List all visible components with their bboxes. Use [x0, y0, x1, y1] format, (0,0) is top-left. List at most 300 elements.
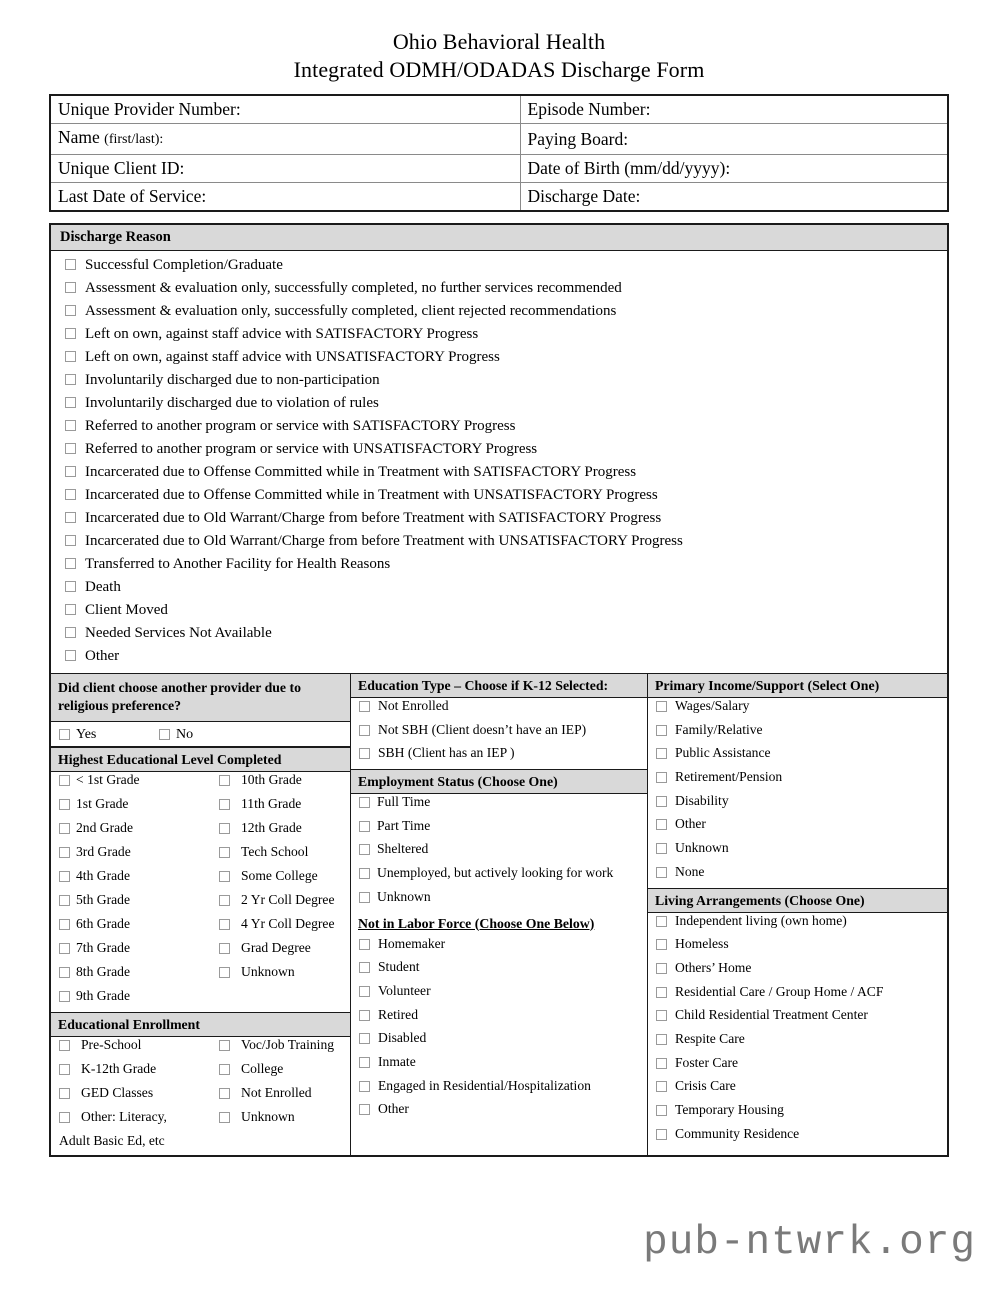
- checkbox-icon[interactable]: [656, 748, 667, 759]
- option-label: Sheltered: [377, 841, 429, 857]
- checkbox-icon[interactable]: [656, 1105, 667, 1116]
- checkbox-icon[interactable]: [219, 967, 230, 978]
- checkbox-icon[interactable]: [59, 943, 70, 954]
- checkbox-option-income[interactable]: [648, 745, 947, 769]
- watermark-text: pub-ntwrk.org: [643, 1220, 976, 1266]
- option-label: Homemaker: [378, 935, 446, 951]
- checkbox-option-employment[interactable]: [351, 818, 647, 842]
- checkbox-option-labor-force[interactable]: [351, 1030, 647, 1054]
- option-label: Left on own, against staff advice with SATISFACTORY Progress: [85, 326, 479, 342]
- option-label: Transferred to Another Facility for Health Reasons: [85, 556, 391, 572]
- option-pair-row: [51, 1109, 350, 1133]
- checkbox-icon[interactable]: [65, 650, 76, 661]
- checkbox-option-living[interactable]: [648, 1055, 947, 1079]
- checkbox-icon[interactable]: [656, 939, 667, 950]
- checkbox-icon[interactable]: [359, 1081, 370, 1092]
- section-header-not-in-labor-force: Not in Labor Force (Choose One Below): [351, 913, 647, 936]
- table-row: [50, 95, 948, 124]
- checkbox-icon[interactable]: [65, 328, 76, 339]
- option-label: Needed Services Not Available: [85, 625, 272, 641]
- checkbox-option-enrollment[interactable]: [219, 1085, 312, 1109]
- option-label: Unknown: [241, 964, 295, 979]
- checkbox-icon[interactable]: [359, 1033, 370, 1044]
- checkbox-icon[interactable]: [359, 962, 370, 973]
- checkbox-option-labor-force[interactable]: [351, 1078, 647, 1102]
- checkbox-option-education[interactable]: [59, 964, 219, 988]
- option-label: Foster Care: [675, 1054, 739, 1070]
- checkbox-option-discharge-reason[interactable]: [51, 416, 947, 439]
- option-label: Not Enrolled: [241, 1085, 312, 1100]
- option-label: GED Classes: [81, 1085, 154, 1100]
- highest-education-options: [51, 772, 350, 1012]
- checkbox-option-enrollment-other[interactable]: [59, 1109, 219, 1133]
- option-label: Left on own, against staff advice with UNSATISFACTORY Progress: [85, 349, 500, 365]
- option-label: Yes: [76, 727, 97, 742]
- option-pair-row: [51, 988, 350, 1012]
- option-label: < 1st Grade: [76, 772, 140, 787]
- checkbox-option-income[interactable]: [648, 816, 947, 840]
- field-label: Date of Birth (mm/dd/yyyy):: [527, 158, 731, 178]
- checkbox-option-education[interactable]: [59, 988, 219, 1012]
- option-label: Death: [85, 579, 121, 595]
- checkbox-icon[interactable]: [219, 895, 230, 906]
- checkbox-option-education[interactable]: [219, 964, 295, 988]
- option-label: Public Assistance: [675, 745, 771, 761]
- option-label: Residential Care / Group Home / ACF: [675, 983, 884, 999]
- option-label: Crisis Care: [675, 1078, 736, 1094]
- checkbox-option-living[interactable]: [648, 1126, 947, 1150]
- section-header-education-type: Education Type – Choose if K-12 Selected:: [351, 674, 647, 698]
- checkbox-option-discharge-reason[interactable]: [51, 531, 947, 554]
- checkbox-option-education[interactable]: [59, 796, 219, 820]
- checkbox-icon[interactable]: [65, 351, 76, 362]
- checkbox-icon[interactable]: [359, 1010, 370, 1021]
- field-episode-number[interactable]: [520, 95, 948, 124]
- checkbox-icon[interactable]: [59, 1088, 70, 1099]
- option-label: Not SBH (Client doesn’t have an IEP): [378, 721, 587, 737]
- option-label: Child Residential Treatment Center: [675, 1007, 868, 1023]
- option-label: 7th Grade: [76, 940, 130, 955]
- table-row: [50, 155, 948, 183]
- option-label: Disability: [675, 792, 729, 808]
- checkbox-option-living[interactable]: [648, 1102, 947, 1126]
- checkbox-icon[interactable]: [219, 1064, 230, 1075]
- checkbox-option-education[interactable]: [59, 892, 219, 916]
- checkbox-option-labor-force[interactable]: [351, 1007, 647, 1031]
- option-label: 2nd Grade: [76, 820, 133, 835]
- option-label: Not Enrolled: [378, 698, 449, 713]
- checkbox-icon[interactable]: [219, 919, 230, 930]
- checkbox-option-enrollment[interactable]: [59, 1037, 219, 1061]
- checkbox-option-education[interactable]: [59, 772, 219, 796]
- option-label: Full Time: [377, 794, 431, 810]
- option-label: 6th Grade: [76, 916, 130, 931]
- field-label: Episode Number:: [527, 99, 651, 119]
- checkbox-icon[interactable]: [65, 558, 76, 569]
- option-pair-row: [51, 868, 350, 892]
- checkbox-option-discharge-reason[interactable]: [51, 554, 947, 577]
- field-paying-board[interactable]: [520, 124, 948, 155]
- checkbox-option-education-type[interactable]: [351, 698, 647, 722]
- checkbox-icon[interactable]: [65, 374, 76, 385]
- checkbox-icon[interactable]: [219, 1040, 230, 1051]
- option-label: Unemployed, but actively looking for work: [377, 865, 614, 881]
- option-label: Inmate: [378, 1053, 416, 1069]
- checkbox-option-education[interactable]: [59, 844, 219, 868]
- checkbox-icon[interactable]: [656, 1010, 667, 1021]
- option-label: Disabled: [378, 1030, 427, 1046]
- checkbox-option-education[interactable]: [219, 772, 302, 796]
- option-label: Incarcerated due to Old Warrant/Charge from before Treatment with SATISFACTORY Progress: [85, 510, 662, 526]
- checkbox-option-discharge-reason[interactable]: [51, 623, 947, 646]
- checkbox-icon[interactable]: [65, 489, 76, 500]
- checkbox-option-discharge-reason[interactable]: [51, 347, 947, 370]
- table-row: [50, 183, 948, 212]
- checkbox-option-discharge-reason[interactable]: [51, 393, 947, 416]
- checkbox-icon[interactable]: [656, 963, 667, 974]
- option-label: Assessment & evaluation only, successfully completed, no further services recommended: [85, 280, 622, 296]
- option-label: 4 Yr Coll Degree: [241, 916, 335, 931]
- option-label: SBH (Client has an IEP ): [378, 745, 515, 761]
- option-pair-row: [51, 1061, 350, 1085]
- table-row: [50, 124, 948, 155]
- option-label: No: [176, 727, 194, 742]
- checkbox-option-income[interactable]: [648, 840, 947, 864]
- checkbox-option-education[interactable]: [219, 892, 335, 916]
- checkbox-option-education[interactable]: [59, 916, 219, 940]
- option-label: Unknown: [377, 888, 431, 904]
- checkbox-icon[interactable]: [65, 512, 76, 523]
- checkbox-option-education[interactable]: [59, 868, 219, 892]
- checkbox-icon[interactable]: [359, 986, 370, 997]
- checkbox-icon[interactable]: [219, 799, 230, 810]
- checkbox-icon[interactable]: [656, 701, 667, 712]
- option-label: Homeless: [675, 936, 729, 952]
- option-label: Other: [675, 816, 706, 832]
- option-label: Client Moved: [85, 602, 168, 618]
- checkbox-option-education[interactable]: [59, 940, 219, 964]
- option-label: Assessment & evaluation only, successfully completed, client rejected recommendations: [85, 303, 617, 319]
- checkbox-icon[interactable]: [359, 821, 370, 832]
- checkbox-option-education[interactable]: [219, 796, 301, 820]
- field-label: Paying Board:: [527, 128, 629, 149]
- checkbox-icon[interactable]: [656, 867, 667, 878]
- checkbox-icon[interactable]: [219, 847, 230, 858]
- checkbox-icon[interactable]: [65, 282, 76, 293]
- checkbox-option-religious-yes[interactable]: [59, 726, 159, 743]
- option-label: 4th Grade: [76, 868, 130, 883]
- checkbox-icon[interactable]: [656, 796, 667, 807]
- option-label: Community Residence: [675, 1125, 800, 1141]
- checkbox-icon[interactable]: [219, 1112, 230, 1123]
- checkbox-icon[interactable]: [656, 725, 667, 736]
- option-pair-row: [51, 796, 350, 820]
- checkbox-option-discharge-reason[interactable]: [51, 278, 947, 301]
- checkbox-option-discharge-reason[interactable]: [51, 439, 947, 462]
- option-pair-row: [51, 772, 350, 796]
- checkbox-option-enrollment[interactable]: [219, 1037, 334, 1061]
- form-title-line-2: Integrated ODMH/ODADAS Discharge Form: [293, 57, 705, 82]
- option-label: Volunteer: [378, 982, 431, 998]
- section-header-highest-education: Highest Educational Level Completed: [51, 747, 350, 772]
- field-unique-provider-number[interactable]: [50, 95, 520, 124]
- checkbox-option-enrollment[interactable]: [59, 1061, 219, 1085]
- checkbox-icon[interactable]: [656, 819, 667, 830]
- checkbox-option-income[interactable]: [648, 769, 947, 793]
- identity-table-body: [50, 95, 948, 211]
- option-label: None: [675, 863, 705, 879]
- checkbox-icon[interactable]: [359, 1057, 370, 1068]
- section-header-living-arrangements: Living Arrangements (Choose One): [648, 888, 947, 913]
- checkbox-icon[interactable]: [359, 844, 370, 855]
- column-left: [51, 674, 351, 1155]
- checkbox-icon[interactable]: [65, 466, 76, 477]
- checkbox-icon[interactable]: [59, 967, 70, 978]
- checkbox-icon[interactable]: [656, 1081, 667, 1092]
- checkbox-icon[interactable]: [219, 823, 230, 834]
- option-label: 3rd Grade: [76, 844, 131, 859]
- checkbox-option-education[interactable]: [219, 916, 335, 940]
- field-date-of-birth[interactable]: [520, 155, 948, 183]
- checkbox-option-discharge-reason[interactable]: [51, 301, 947, 324]
- option-label: Wages/Salary: [675, 698, 750, 713]
- option-label: 11th Grade: [241, 796, 302, 811]
- checkbox-option-income[interactable]: [648, 698, 947, 722]
- option-label: 1st Grade: [76, 796, 129, 811]
- option-label: Part Time: [377, 817, 431, 833]
- option-label: Retired: [378, 1006, 419, 1022]
- checkbox-icon[interactable]: [59, 871, 70, 882]
- checkbox-option-education[interactable]: [219, 868, 318, 892]
- checkbox-icon[interactable]: [59, 919, 70, 930]
- checkbox-option-labor-force[interactable]: [351, 936, 647, 960]
- checkbox-option-education[interactable]: [59, 820, 219, 844]
- checkbox-icon[interactable]: [159, 729, 170, 740]
- checkbox-option-labor-force[interactable]: [351, 1054, 647, 1078]
- option-label: Temporary Housing: [675, 1102, 784, 1117]
- checkbox-option-discharge-reason[interactable]: [51, 462, 947, 485]
- checkbox-option-discharge-reason[interactable]: [51, 370, 947, 393]
- checkbox-icon[interactable]: [65, 604, 76, 615]
- checkbox-icon[interactable]: [65, 397, 76, 408]
- checkbox-option-living[interactable]: [648, 1007, 947, 1031]
- checkbox-option-income[interactable]: [648, 793, 947, 817]
- checkbox-icon[interactable]: [656, 772, 667, 783]
- field-label-note: (first/last):: [104, 132, 164, 147]
- checkbox-option-living[interactable]: [648, 960, 947, 984]
- option-label: 12th Grade: [241, 820, 302, 835]
- section-header-discharge-reason: Discharge Reason: [51, 225, 947, 251]
- option-pair-row: [51, 916, 350, 940]
- checkbox-icon[interactable]: [656, 843, 667, 854]
- column-right-filler: [648, 1149, 947, 1155]
- not-in-labor-force-options: [351, 936, 647, 1126]
- checkbox-icon[interactable]: [656, 1129, 667, 1140]
- checkbox-option-employment[interactable]: [351, 841, 647, 865]
- field-label: Unique Provider Number:: [58, 99, 241, 119]
- form-title: [0, 0, 998, 84]
- option-pair-row: [51, 892, 350, 916]
- form-main-section: [49, 223, 949, 1157]
- option-pair-row: [51, 1037, 350, 1061]
- checkbox-option-religious-no[interactable]: [159, 726, 259, 743]
- option-label: K-12th Grade: [81, 1061, 157, 1076]
- field-label: Name: [58, 127, 100, 147]
- field-label: Unique Client ID:: [58, 158, 185, 178]
- checkbox-option-income[interactable]: [648, 722, 947, 746]
- field-name[interactable]: [50, 124, 520, 155]
- checkbox-icon[interactable]: [59, 799, 70, 810]
- discharge-reason-options: [51, 251, 947, 673]
- checkbox-option-employment[interactable]: [351, 889, 647, 913]
- checkbox-icon[interactable]: [59, 1112, 70, 1123]
- checkbox-icon[interactable]: [219, 1088, 230, 1099]
- checkbox-icon[interactable]: [65, 259, 76, 270]
- checkbox-icon[interactable]: [359, 725, 370, 736]
- checkbox-icon[interactable]: [219, 871, 230, 882]
- checkbox-option-living[interactable]: [648, 984, 947, 1008]
- checkbox-icon[interactable]: [65, 305, 76, 316]
- option-label: Pre-School: [81, 1037, 142, 1052]
- option-label: Incarcerated due to Old Warrant/Charge from before Treatment with UNSATISFACTORY Progress: [85, 533, 683, 549]
- option-label: Involuntarily discharged due to violation of rules: [85, 395, 379, 411]
- checkbox-icon[interactable]: [359, 868, 370, 879]
- form-title-line-1: Ohio Behavioral Health: [392, 29, 606, 54]
- field-label: Last Date of Service:: [58, 186, 207, 206]
- checkbox-icon[interactable]: [359, 939, 370, 950]
- checkbox-icon[interactable]: [359, 701, 370, 712]
- field-last-date-of-service[interactable]: [50, 183, 520, 212]
- option-label: Other: [378, 1101, 409, 1117]
- checkbox-icon[interactable]: [65, 581, 76, 592]
- option-label-continuation: Adult Basic Ed, etc: [59, 1133, 165, 1148]
- checkbox-option-education[interactable]: [219, 844, 308, 868]
- checkbox-icon[interactable]: [656, 1034, 667, 1045]
- client-identity-table: [49, 94, 949, 212]
- checkbox-option-labor-force[interactable]: [351, 983, 647, 1007]
- option-label: Other: Literacy,: [81, 1109, 167, 1124]
- checkbox-icon[interactable]: [219, 943, 230, 954]
- checkbox-icon[interactable]: [65, 443, 76, 454]
- section-header-religious-preference: Did client choose another provider due to religious preference?: [51, 674, 350, 722]
- checkbox-icon[interactable]: [359, 1104, 370, 1115]
- option-label: Referred to another program or service with UNSATISFACTORY Progress: [85, 441, 538, 457]
- checkbox-option-discharge-reason[interactable]: [51, 646, 947, 669]
- option-label: Respite Care: [675, 1030, 745, 1046]
- option-label: Voc/Job Training: [241, 1037, 335, 1052]
- checkbox-icon[interactable]: [359, 797, 370, 808]
- option-label: 8th Grade: [76, 964, 130, 979]
- three-column-section: [51, 673, 947, 1155]
- checkbox-icon[interactable]: [65, 627, 76, 638]
- option-pair-row: [51, 1085, 350, 1109]
- employment-status-options: [351, 794, 647, 912]
- option-label: Engaged in Residential/Hospitalization: [378, 1077, 591, 1093]
- checkbox-icon[interactable]: [59, 991, 70, 1002]
- educational-enrollment-options: [51, 1037, 350, 1155]
- checkbox-option-education[interactable]: [219, 940, 311, 964]
- checkbox-icon[interactable]: [656, 1058, 667, 1069]
- option-label: College: [241, 1061, 284, 1076]
- option-pair-row: [51, 964, 350, 988]
- section-header-educational-enrollment: Educational Enrollment: [51, 1012, 350, 1037]
- column-middle-filler: [351, 1125, 647, 1155]
- checkbox-option-labor-force[interactable]: [351, 1101, 647, 1125]
- option-label: Unknown: [241, 1109, 295, 1124]
- checkbox-icon[interactable]: [65, 535, 76, 546]
- checkbox-option-enrollment[interactable]: [219, 1061, 283, 1085]
- option-label: Family/Relative: [675, 721, 763, 737]
- checkbox-icon[interactable]: [359, 748, 370, 759]
- checkbox-option-employment[interactable]: [351, 865, 647, 889]
- checkbox-option-living[interactable]: [648, 913, 947, 937]
- checkbox-icon[interactable]: [359, 892, 370, 903]
- checkbox-option-education[interactable]: [219, 820, 302, 844]
- option-label: Some College: [241, 868, 318, 883]
- option-label: Grad Degree: [241, 940, 311, 955]
- section-header-primary-income: Primary Income/Support (Select One): [648, 674, 947, 698]
- option-label: Others’ Home: [675, 959, 752, 975]
- checkbox-option-living[interactable]: [648, 936, 947, 960]
- option-pair-row: [51, 940, 350, 964]
- checkbox-option-enrollment[interactable]: [59, 1085, 219, 1109]
- checkbox-icon[interactable]: [59, 847, 70, 858]
- checkbox-option-enrollment[interactable]: [219, 1109, 295, 1133]
- checkbox-option-living[interactable]: [648, 1078, 947, 1102]
- checkbox-option-education-type[interactable]: [351, 722, 647, 746]
- option-label: Successful Completion/Graduate: [85, 257, 283, 273]
- option-label: 9th Grade: [76, 988, 130, 1003]
- checkbox-option-employment[interactable]: [351, 794, 647, 818]
- checkbox-icon[interactable]: [656, 916, 667, 927]
- option-label: Independent living (own home): [675, 912, 847, 928]
- checkbox-icon[interactable]: [219, 775, 230, 786]
- checkbox-option-income[interactable]: [648, 864, 947, 888]
- option-label: 5th Grade: [76, 892, 130, 907]
- option-label: Incarcerated due to Offense Committed while in Treatment with SATISFACTORY Progress: [85, 464, 637, 480]
- checkbox-option-education-type[interactable]: [351, 745, 647, 769]
- option-label: 2 Yr Coll Degree: [241, 892, 335, 907]
- field-unique-client-id[interactable]: [50, 155, 520, 183]
- checkbox-icon[interactable]: [59, 729, 70, 740]
- checkbox-option-living[interactable]: [648, 1031, 947, 1055]
- option-label: Other: [85, 648, 120, 664]
- checkbox-option-discharge-reason[interactable]: [51, 508, 947, 531]
- education-type-options: [351, 698, 647, 769]
- field-discharge-date[interactable]: [520, 183, 948, 212]
- checkbox-option-labor-force[interactable]: [351, 959, 647, 983]
- checkbox-icon[interactable]: [59, 895, 70, 906]
- checkbox-icon[interactable]: [59, 775, 70, 786]
- option-label: Student: [378, 959, 420, 975]
- option-label: Involuntarily discharged due to non-participation: [85, 372, 380, 388]
- checkbox-icon[interactable]: [656, 987, 667, 998]
- checkbox-option-discharge-reason[interactable]: [51, 324, 947, 347]
- checkbox-option-discharge-reason[interactable]: [51, 485, 947, 508]
- checkbox-option-discharge-reason[interactable]: [51, 600, 947, 623]
- checkbox-icon[interactable]: [59, 823, 70, 834]
- option-label: 10th Grade: [241, 772, 302, 787]
- checkbox-option-discharge-reason[interactable]: [51, 255, 947, 278]
- checkbox-icon[interactable]: [59, 1040, 70, 1051]
- checkbox-option-discharge-reason[interactable]: [51, 577, 947, 600]
- field-label: Discharge Date:: [527, 186, 641, 206]
- checkbox-icon[interactable]: [59, 1064, 70, 1075]
- option-label: Tech School: [241, 844, 309, 859]
- option-label: Incarcerated due to Offense Committed while in Treatment with UNSATISFACTORY Progress: [85, 487, 658, 503]
- option-label: Referred to another program or service with SATISFACTORY Progress: [85, 418, 516, 434]
- checkbox-icon[interactable]: [65, 420, 76, 431]
